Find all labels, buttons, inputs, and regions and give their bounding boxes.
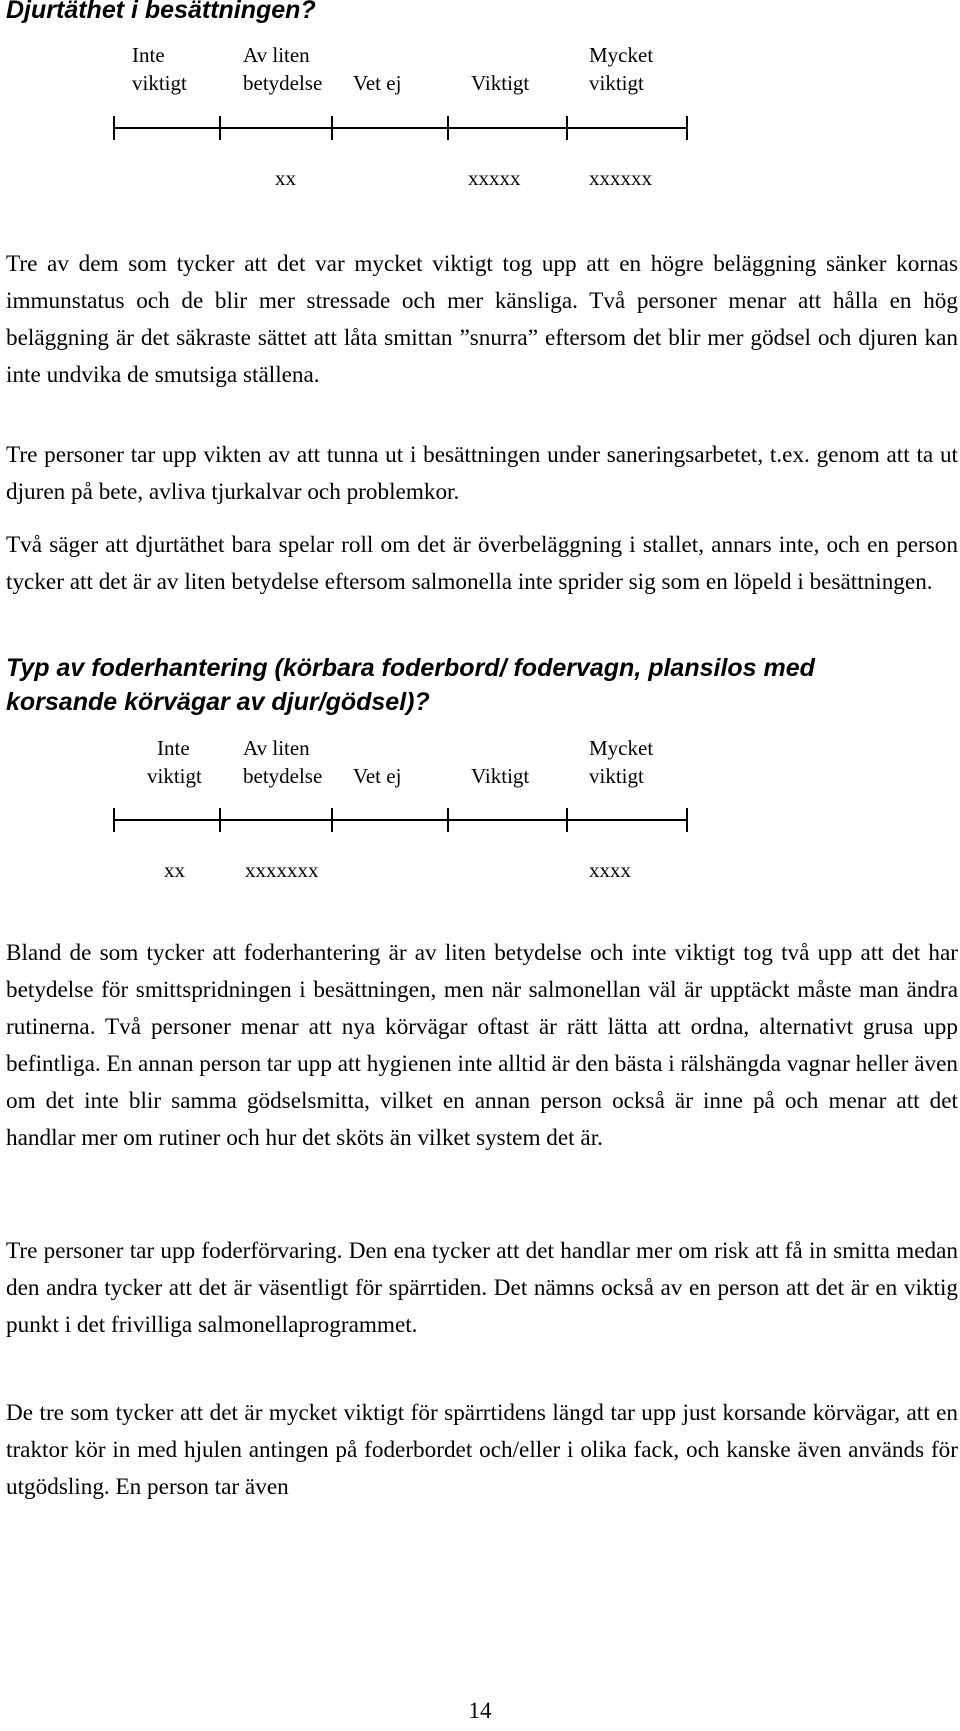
scale-label-inte-viktigt <box>132 41 187 97</box>
scale-label-line: Viktigt <box>471 71 530 95</box>
scale-label-line: betydelse <box>243 764 323 788</box>
scale-label-line: Mycket <box>589 736 654 760</box>
scale-label-vet-ej <box>353 41 401 97</box>
scale-response-marks: xxxxx <box>468 166 521 190</box>
scale-label-line: viktigt <box>589 764 644 788</box>
section-heading-foderhantering-line2: korsande körvägar av djur/gödsel)? <box>6 688 430 716</box>
scale-label-line <box>353 41 401 69</box>
scale-label-line: Av liten <box>243 43 310 67</box>
scale-label-line: Viktigt <box>471 764 530 788</box>
scale-tick <box>331 116 333 140</box>
scale-label-viktigt <box>471 734 529 790</box>
scale-label-av-liten-betydelse <box>243 734 322 790</box>
scale-label-line: betydelse <box>243 71 323 95</box>
scale-label-line: Vet ej <box>353 71 402 95</box>
body-paragraph: Tre personer tar upp vikten av att tunna ut i besättningen under saneringsarbetet, t.ex. genom att ta ut djuren på bete, avliva tjurkalvar och problemkor. <box>6 442 958 505</box>
scale-tick <box>566 116 568 140</box>
scale-label-line: Inte <box>132 43 165 67</box>
scale-tick <box>686 808 688 832</box>
scale-tick <box>113 116 115 140</box>
scale-tick <box>113 808 115 832</box>
section-heading-foderhantering-line1: Typ av foderhantering (körbara foderbord/ fodervagn, plansilos med <box>6 654 815 682</box>
scale-tick <box>566 808 568 832</box>
scale-label-inte-viktigt <box>147 734 202 790</box>
scale-label-line: Av liten <box>243 736 310 760</box>
scale-response-marks: xxxxxxx <box>245 858 319 882</box>
scale-label-line <box>471 734 529 762</box>
scale-label-line: viktigt <box>132 71 187 95</box>
scale-label-line: Inte <box>157 736 190 760</box>
scale-label-viktigt <box>471 41 529 97</box>
scale-label-line <box>353 734 401 762</box>
scale-label-mycket-viktigt <box>589 734 653 790</box>
body-paragraph: Tre personer tar upp foderförvaring. Den ena tycker att det handlar mer om risk att få in smitta medan den andra tycker att det är väsentligt för spärrtiden. Det nämns också av en person att det är en viktig punkt i det frivilliga salmonellaprogrammet. <box>6 1238 958 1338</box>
scale-tick <box>447 808 449 832</box>
scale-label-line: viktigt <box>589 71 644 95</box>
scale-label-vet-ej <box>353 734 401 790</box>
body-paragraph: De tre som tycker att det är mycket viktigt för spärrtidens längd tar upp just korsande körvägar, att en traktor kör in med hjulen antingen på foderbordet och/eller i olika fack, och kanske även används för utgödsling. En person tar även <box>6 1400 958 1500</box>
scale-label-line <box>471 41 529 69</box>
scale-response-marks: xx <box>164 858 185 882</box>
page-number: 14 <box>468 1698 492 1723</box>
scale-tick <box>219 808 221 832</box>
body-paragraph: Två säger att djurtäthet bara spelar roll om det är överbeläggning i stallet, annars inte, och en person tycker att det är av liten betydelse eftersom salmonella inte sprider sig som en löpeld i besättningen. <box>6 532 958 595</box>
scale-tick <box>219 116 221 140</box>
scale-label-line: Vet ej <box>353 764 402 788</box>
scale-response-marks: xx <box>275 166 296 190</box>
scale-label-line: Mycket <box>589 43 654 67</box>
scale-axis-line <box>113 819 688 821</box>
scale-tick <box>447 116 449 140</box>
scale-tick <box>686 116 688 140</box>
body-paragraph: Bland de som tycker att foderhantering är av liten betydelse och inte viktigt tog två upp att det har betydelse för smittspridningen i besättningen, men när salmonellan väl är upptäckt måste man ändra rutinerna. Två personer menar att nya körvägar oftast är rätt lätta att ordna, alternativt grusa upp befintliga. En annan person tar upp att hygienen inte alltid är den bästa i rälshängda vagnar heller även om det inte blir samma gödselsmitta, vilket en annan person också är inne på och menar att det handlar mer om rutiner och hur det sköts än vilket system det är. <box>6 940 958 1151</box>
scale-tick <box>331 808 333 832</box>
scale-axis-line <box>113 127 688 129</box>
scale-label-av-liten-betydelse <box>243 41 322 97</box>
scale-response-marks: xxxxxx <box>589 166 652 190</box>
section-heading-djurtathet: Djurtäthet i besättningen? <box>6 0 316 24</box>
scale-label-mycket-viktigt <box>589 41 653 97</box>
body-paragraph: Tre av dem som tycker att det var mycket viktigt tog upp att en högre beläggning sänker kornas immunstatus och de blir mer stressade och mer känsliga. Två personer menar att hålla en hög beläggning är det säkraste sättet att låta smittan ”snurra” eftersom det blir mer gödsel och djuren kan inte undvika de smutsiga ställena. <box>6 251 958 388</box>
scale-label-line: viktigt <box>147 764 202 788</box>
scale-response-marks: xxxx <box>589 858 631 882</box>
